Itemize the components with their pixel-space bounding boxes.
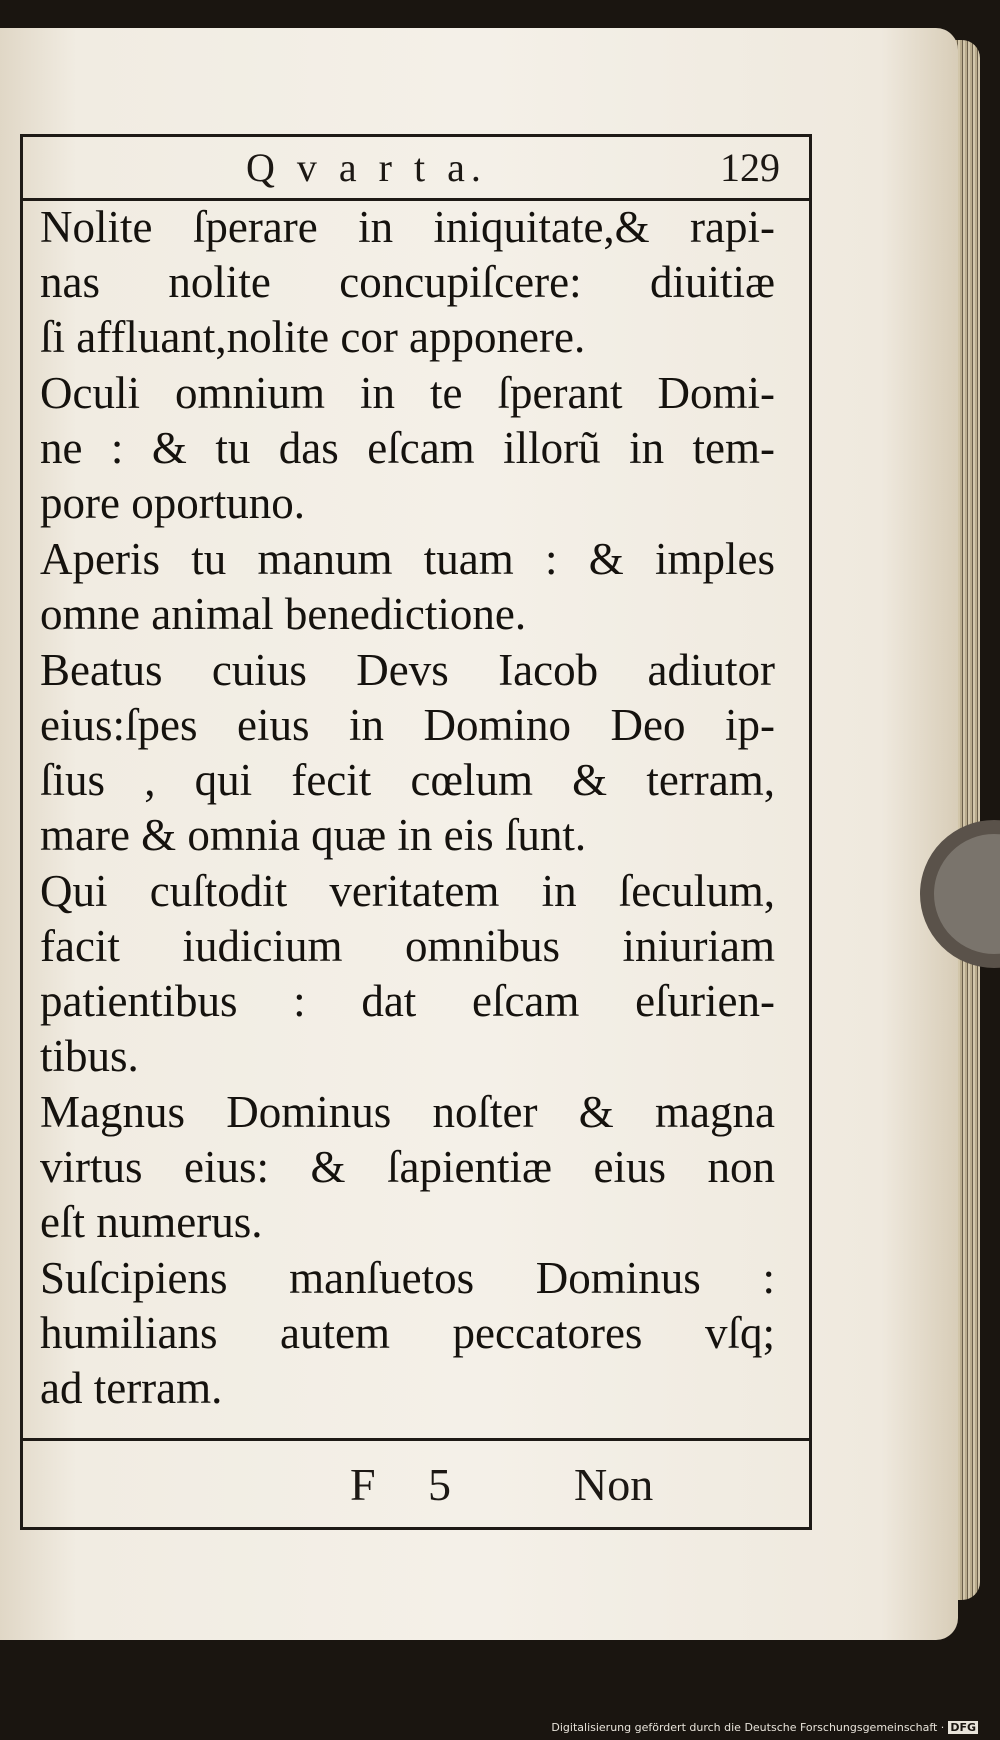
bottom-rule	[20, 1438, 812, 1441]
verse	[40, 864, 775, 1084]
verse-line: Aperis tu manum tuam : & imples	[40, 534, 775, 584]
page-number: 129	[720, 145, 780, 190]
verse-line: eius:ſpes eius in Domino Deo ip-	[40, 700, 775, 750]
verse-line: ſi affluant,nolite cor apponere.	[40, 312, 586, 362]
verse	[40, 532, 775, 642]
verse-line: Qui cuſtodit veritatem in ſeculum,	[40, 866, 775, 916]
verse-line: ad terram.	[40, 1363, 223, 1413]
verse-line: nas nolite concupiſcere: diuitiæ	[40, 257, 775, 307]
verse	[40, 1251, 775, 1416]
verse-line: virtus eius: & ſapientiæ eius non	[40, 1142, 775, 1192]
verse-line: facit iudicium omnibus iniuriam	[40, 921, 775, 971]
verse	[40, 1085, 775, 1250]
psalm-text	[40, 200, 775, 1417]
credit-text: Digitalisierung gefördert durch die Deutsche Forschungsgemeinschaft ·	[551, 1721, 945, 1734]
running-head-title: Q v a r t a.	[246, 145, 487, 190]
verse-line: ne : & tu das eſcam illorũ in tem-	[40, 423, 775, 473]
verse-line: Oculi omnium in te ſperant Domi-	[40, 368, 775, 418]
verse-line: patientibus : dat eſcam eſurien-	[40, 976, 775, 1026]
signature-number: 5	[428, 1459, 451, 1510]
verse-line: humilians autem peccatores vſq;	[40, 1308, 775, 1358]
running-head	[20, 138, 812, 201]
catchword: Non	[574, 1459, 654, 1510]
digitization-credit	[551, 1721, 978, 1734]
verse-line: Suſcipiens manſuetos Dominus :	[40, 1253, 775, 1303]
verse	[40, 200, 775, 365]
verse-line: ſius , qui fecit cœlum & terram,	[40, 755, 775, 805]
verse-line: tibus.	[40, 1031, 139, 1081]
verse-line: Nolite ſperare in iniquitate,& rapi-	[40, 202, 775, 252]
verse-line: omne animal benedictione.	[40, 589, 527, 639]
signature-letter: F	[350, 1459, 376, 1510]
verse-line: mare & omnia quæ in eis ſunt.	[40, 810, 587, 860]
verse	[40, 643, 775, 863]
verse-line: eſt numerus.	[40, 1197, 263, 1247]
verse-line: pore oportuno.	[40, 478, 305, 528]
verse-line: Beatus cuius Devs Iacob adiutor	[40, 645, 775, 695]
dfg-logo: DFG	[950, 1721, 976, 1734]
verse	[40, 366, 775, 531]
verse-line: Magnus Dominus noſter & magna	[40, 1087, 775, 1137]
